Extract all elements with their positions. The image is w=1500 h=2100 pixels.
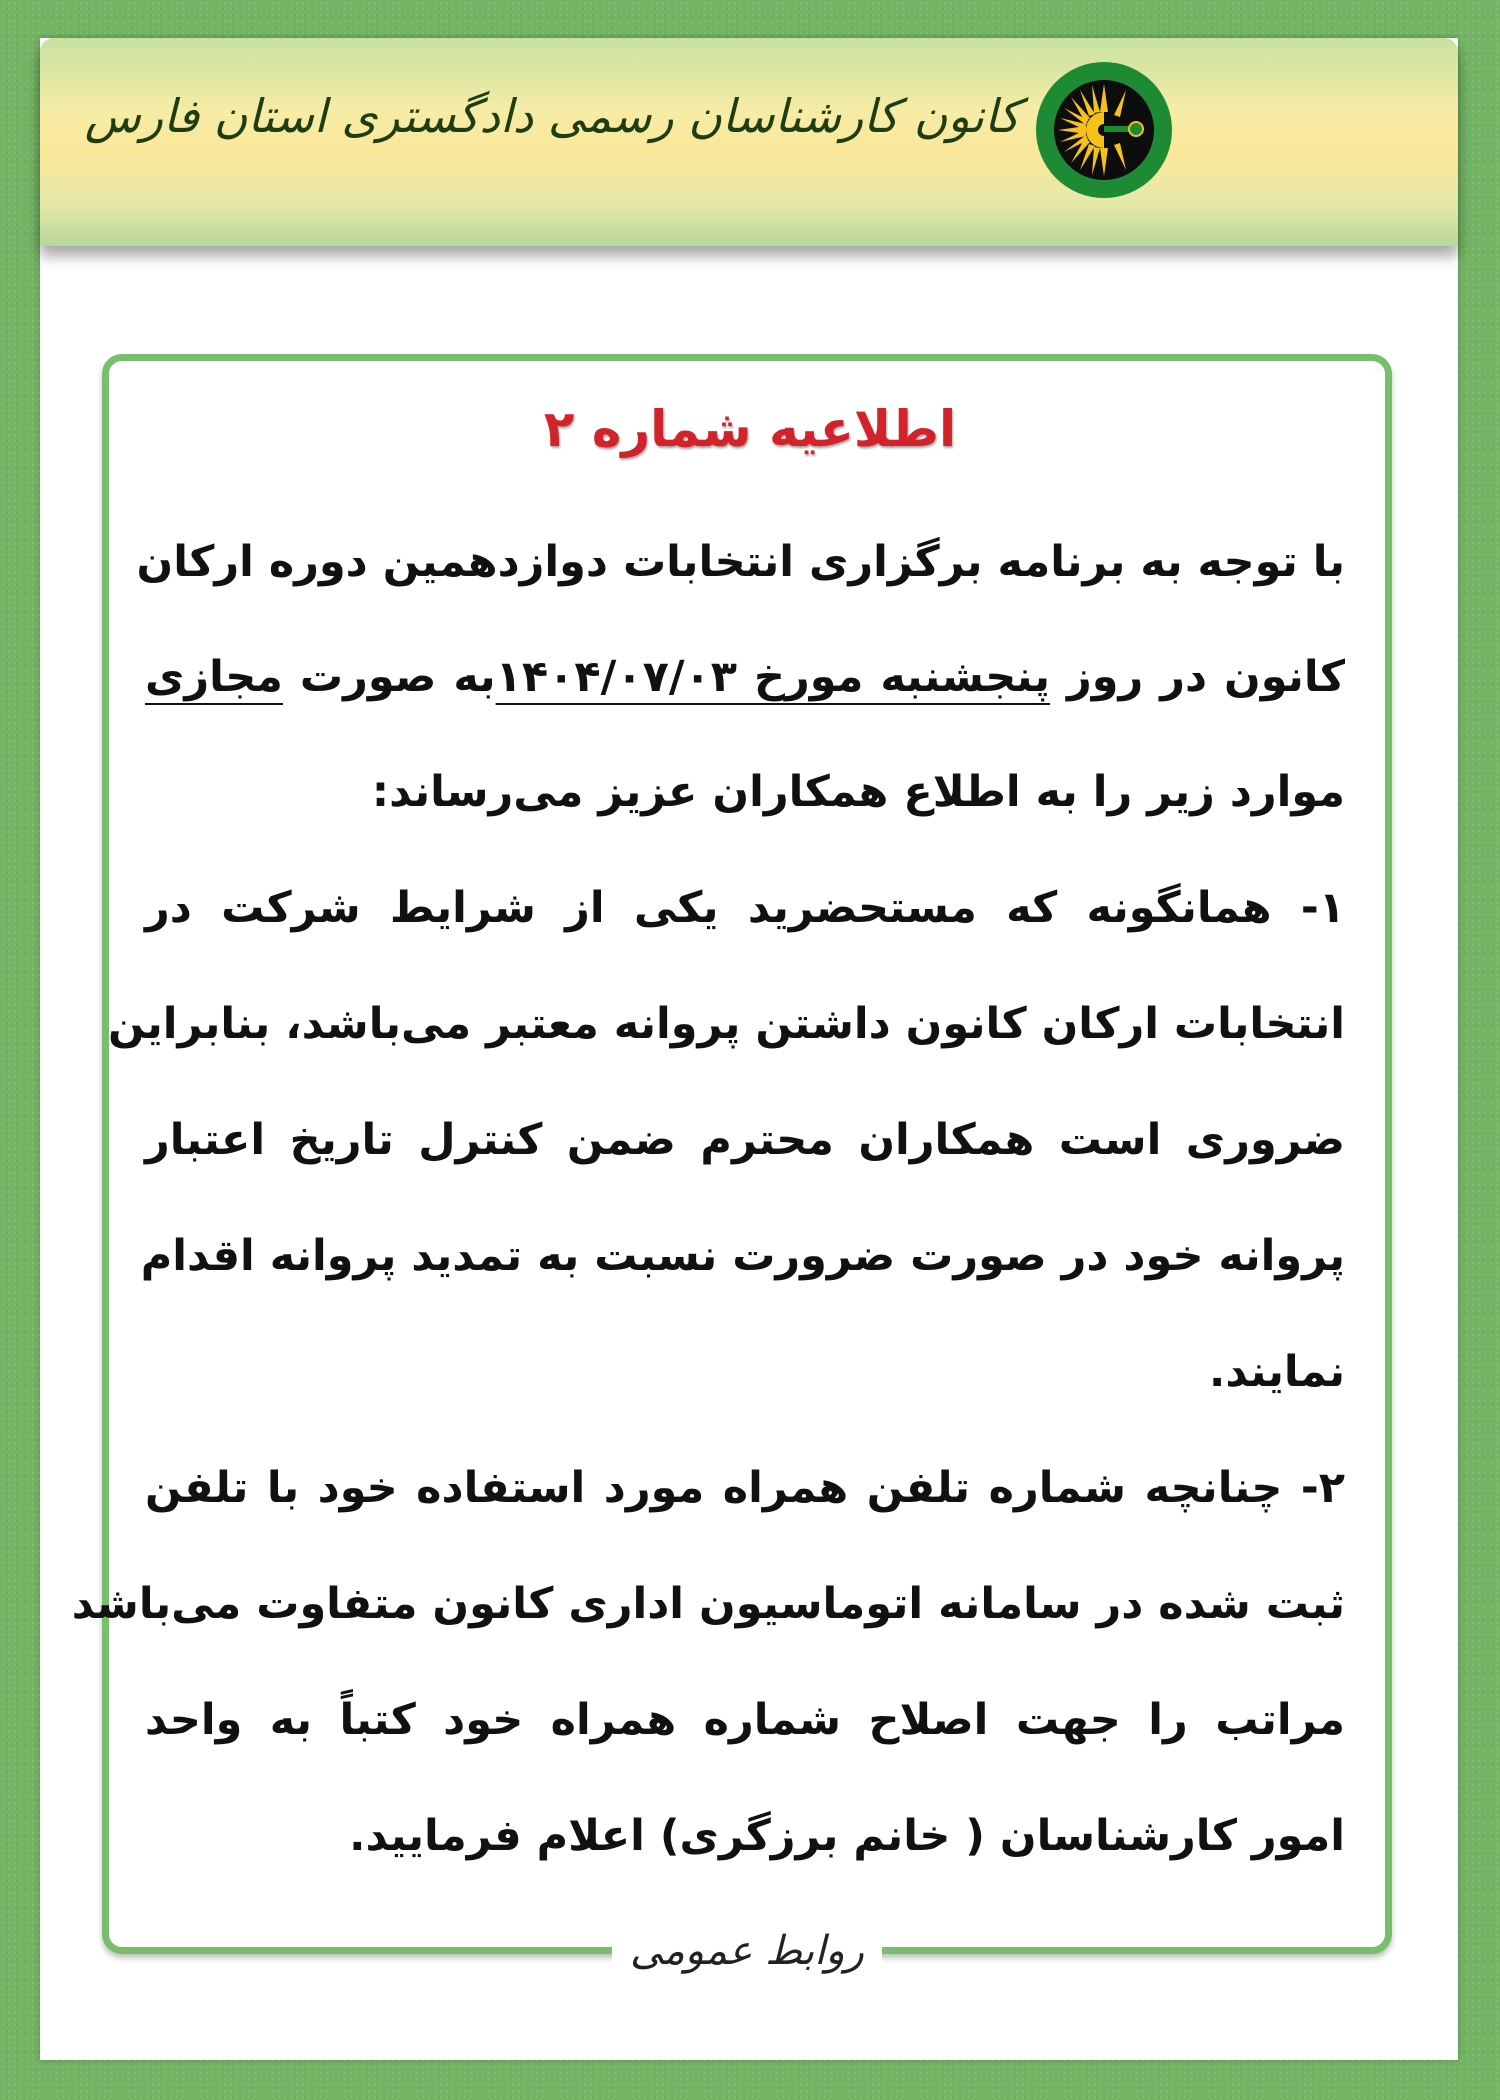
notice-line: ۲- چنانچه شماره تلفن همراه مورد استفاده خود با تلفن [145,1463,1345,1513]
meeting-mode: مجازی [145,652,283,702]
sun-emblem-icon [1034,60,1174,200]
notice-line: مراتب را جهت اصلاح شماره همراه خود کتباً به واحد [145,1695,1345,1745]
meeting-date: پنجشنبه مورخ ۱۴۰۴/۰۷/۰۳ [495,652,1050,702]
notice-title: اطلاعیه شماره ۲ [543,400,957,458]
notice-line: امور کارشناسان ( خانم برزگری) اعلام فرمایید. [349,1811,1345,1861]
notice-line: پروانه خود در صورت ضرورت نسبت به تمدید پروانه اقدام [140,1231,1345,1281]
notice-line: ضروری است همکاران محترم ضمن کنترل تاریخ اعتبار [145,1115,1345,1165]
notice-line: با توجه به برنامه برگزاری انتخابات دوازدهمین دوره ارکان [136,537,1345,587]
notice-line [145,637,1345,717]
notice-line: نمایند. [1209,1347,1345,1397]
notice-line: ۱- همانگونه که مستحضرید یکی از شرایط شرکت در [145,883,1345,933]
organization-name: کانون کارشناسان رسمی دادگستری استان فارس [84,89,1020,143]
notice-line: انتخابات ارکان کانون داشتن پروانه معتبر می‌باشد، بنابراین [107,999,1345,1049]
notice-text-fragment: به صورت [282,652,496,702]
notice-line: ثبت شده در سامانه اتوماسیون اداری کانون متفاوت می‌باشد [71,1579,1345,1629]
notice-text-fragment: کانون در روز [1049,652,1345,702]
signature: روابط عمومی [630,1928,864,1974]
notice-line: موارد زیر را به اطلاع همکاران عزیز می‌رساند: [371,767,1345,817]
